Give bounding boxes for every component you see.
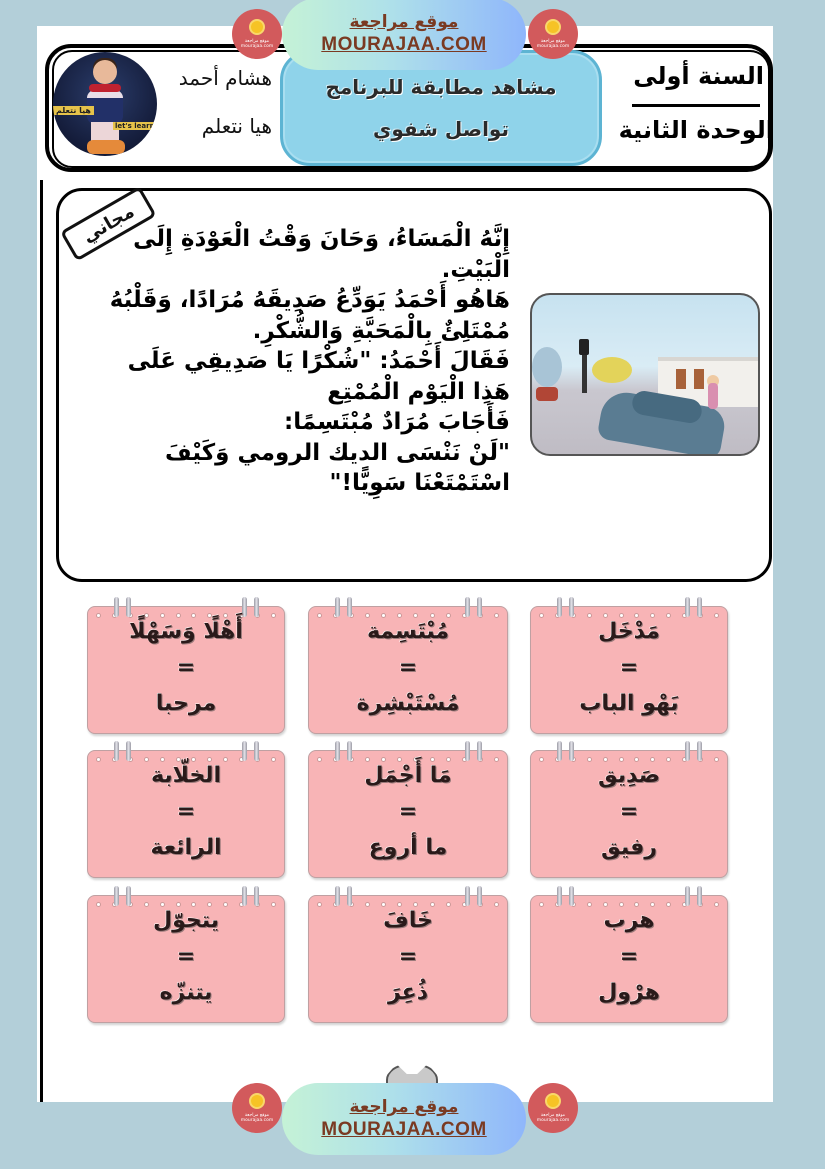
logo-caption: موقع مراجعة mourajaa.com [240,39,274,49]
vocab-card [87,895,285,1023]
spiral-ring-icon [242,741,247,761]
logo-sun-icon [545,19,561,35]
vocab-synonym: مُسْتَبْشِرة [356,691,460,716]
story-paragraph: فَقَالَ أَحْمَدُ: "شُكْرًا يَا صَدِيقِي عَلَى هَذِا الْيَوْم الْمُمْتِع [127,348,510,405]
spiral-ring-icon [569,597,574,617]
spiral-ring-icon [557,741,562,761]
avatar-tag-sub: let's learn [115,122,155,130]
spiral-ring-icon [254,597,259,617]
story-text [100,224,510,499]
vocab-card [87,606,285,734]
equals-sign: = [398,655,418,680]
vocab-card [530,895,728,1023]
spiral-ring-icon [569,741,574,761]
equals-sign: = [398,944,418,969]
spiral-ring-icon [254,886,259,906]
vocab-synonym: رفيق [601,835,657,860]
watermark-badge-top[interactable] [282,0,526,70]
watermark-logo [232,9,282,59]
vocab-synonym: ما أروع [368,835,448,860]
logo-sun-icon [545,1093,561,1109]
watermark-logo [232,1083,282,1133]
unit-label: الوحدة الثانية [618,116,774,144]
vocab-card [308,750,508,878]
watermark-url[interactable]: MOURAJAA.COM [321,1119,487,1140]
spiral-ring-icon [697,597,702,617]
logo-caption: موقع مراجعة mourajaa.com [240,1113,274,1123]
avatar-head [93,60,117,84]
spiral-ring-icon [465,597,470,617]
spiral-ring-icon [685,597,690,617]
spiral-ring-icon [557,886,562,906]
vocab-word: صَدِيق [597,763,661,788]
spiral-ring-icon [465,741,470,761]
vocab-synonym: يتنزّه [159,980,213,1005]
scene-bush [592,357,632,383]
vocab-word: مَدْخَل [598,619,660,644]
equals-sign: = [176,655,196,680]
story-paragraph: فَأَجَابَ مُرَادٌ مُبْتَسِمًا: [284,409,510,435]
vocab-word: هرب [603,908,655,933]
author-avatar [53,52,157,156]
watermark-url[interactable]: MOURAJAA.COM [321,34,487,55]
spiral-ring-icon [126,741,131,761]
logo-caption: موقع مراجعة mourajaa.com [536,39,570,49]
watermark-arabic[interactable]: موقع مراجعة [349,12,459,32]
vocab-card [530,750,728,878]
vocab-word: مَا أَجْمَل [364,763,452,788]
logo-caption: موقع مراجعة mourajaa.com [536,1113,570,1123]
equals-sign: = [619,944,639,969]
vocab-card [87,750,285,878]
avatar-scarf [89,84,121,92]
watermark-logo [528,1083,578,1133]
story-scene-image [530,293,760,456]
spiral-ring-icon [114,886,119,906]
spiral-ring-icon [335,741,340,761]
vocab-synonym: ذُعِرَ [387,980,428,1005]
vocab-word: الخلّابة [151,763,221,788]
equals-sign: = [619,799,639,824]
logo-sun-icon [249,19,265,35]
spiral-ring-icon [569,886,574,906]
vocab-synonym: هرْول [598,980,660,1005]
scene-traffic-light [579,339,589,355]
spiral-ring-icon [697,741,702,761]
story-paragraph: هَاهُو أَحْمَدُ يَوَدِّعُ صَدِيقَهُ مُرَادًا، وَقَلْبُهُ مُمْتَلِئٌ بِالْمَحَبَّةِ وَالشُّكْرِ. [109,287,510,344]
equals-sign: = [398,799,418,824]
author-slogan: هيا نتعلم [201,114,272,138]
vocab-word: أَهْلًا وَسَهْلًا [129,619,243,644]
vocab-synonym: مرحبا [155,691,217,716]
vocab-synonym: بَهْو الباب [579,691,679,716]
spiral-ring-icon [242,886,247,906]
avatar-boots [87,140,125,154]
scene-tree [532,347,562,387]
grade-divider [632,104,760,107]
spiral-ring-icon [697,886,702,906]
spiral-ring-icon [254,741,259,761]
equals-sign: = [176,944,196,969]
spiral-ring-icon [242,597,247,617]
avatar-tag-main: هيا نتعلم [53,106,94,115]
spiral-ring-icon [126,597,131,617]
vocab-word: مُبْتَسِمة [366,619,450,644]
scene-red-car [536,387,558,401]
watermark-badge-bottom[interactable] [282,1083,526,1155]
page-border-rule [40,180,43,1102]
spiral-ring-icon [477,886,482,906]
logo-sun-icon [249,1093,265,1109]
spiral-ring-icon [465,886,470,906]
spiral-ring-icon [347,886,352,906]
watermark-arabic[interactable]: موقع مراجعة [349,1097,459,1117]
spiral-ring-icon [477,597,482,617]
spiral-ring-icon [685,741,690,761]
spiral-ring-icon [126,886,131,906]
spiral-ring-icon [685,886,690,906]
page-title: مشاهد مطابقة للبرنامج [325,75,557,99]
vocab-card [308,895,508,1023]
story-paragraph: إِنَّهُ الْمَسَاءُ، وَحَانَ وَقْتُ الْعَوْدَةِ إِلَى الْبَيْتِ. [133,226,510,283]
watermark-logo [528,9,578,59]
scene-person [708,383,718,409]
spiral-ring-icon [347,741,352,761]
equals-sign: = [619,655,639,680]
free-stamp: مجاني [60,186,157,261]
vocab-word: خَافَ [383,908,433,933]
spiral-ring-icon [557,597,562,617]
spiral-ring-icon [335,597,340,617]
story-paragraph: "لَنْ نَنْسَى الديك الرومي وَكَيْفَ اسْتَمْتَعْنَا سَوِيًّا!" [165,439,510,496]
grade-label: السنة أولى [633,62,764,90]
page-subtitle: تواصل شفوي [373,117,509,141]
house-window [694,369,704,389]
equals-sign: = [176,799,196,824]
spiral-ring-icon [114,597,119,617]
house-window [676,369,686,389]
spiral-ring-icon [477,741,482,761]
spiral-ring-icon [114,741,119,761]
vocab-card [530,606,728,734]
author-name: هشام أحمد [178,66,272,90]
vocab-word: يتجوّل [153,908,219,933]
spiral-ring-icon [335,886,340,906]
vocab-card [308,606,508,734]
vocab-synonym: الرائعة [150,835,222,860]
spiral-ring-icon [347,597,352,617]
